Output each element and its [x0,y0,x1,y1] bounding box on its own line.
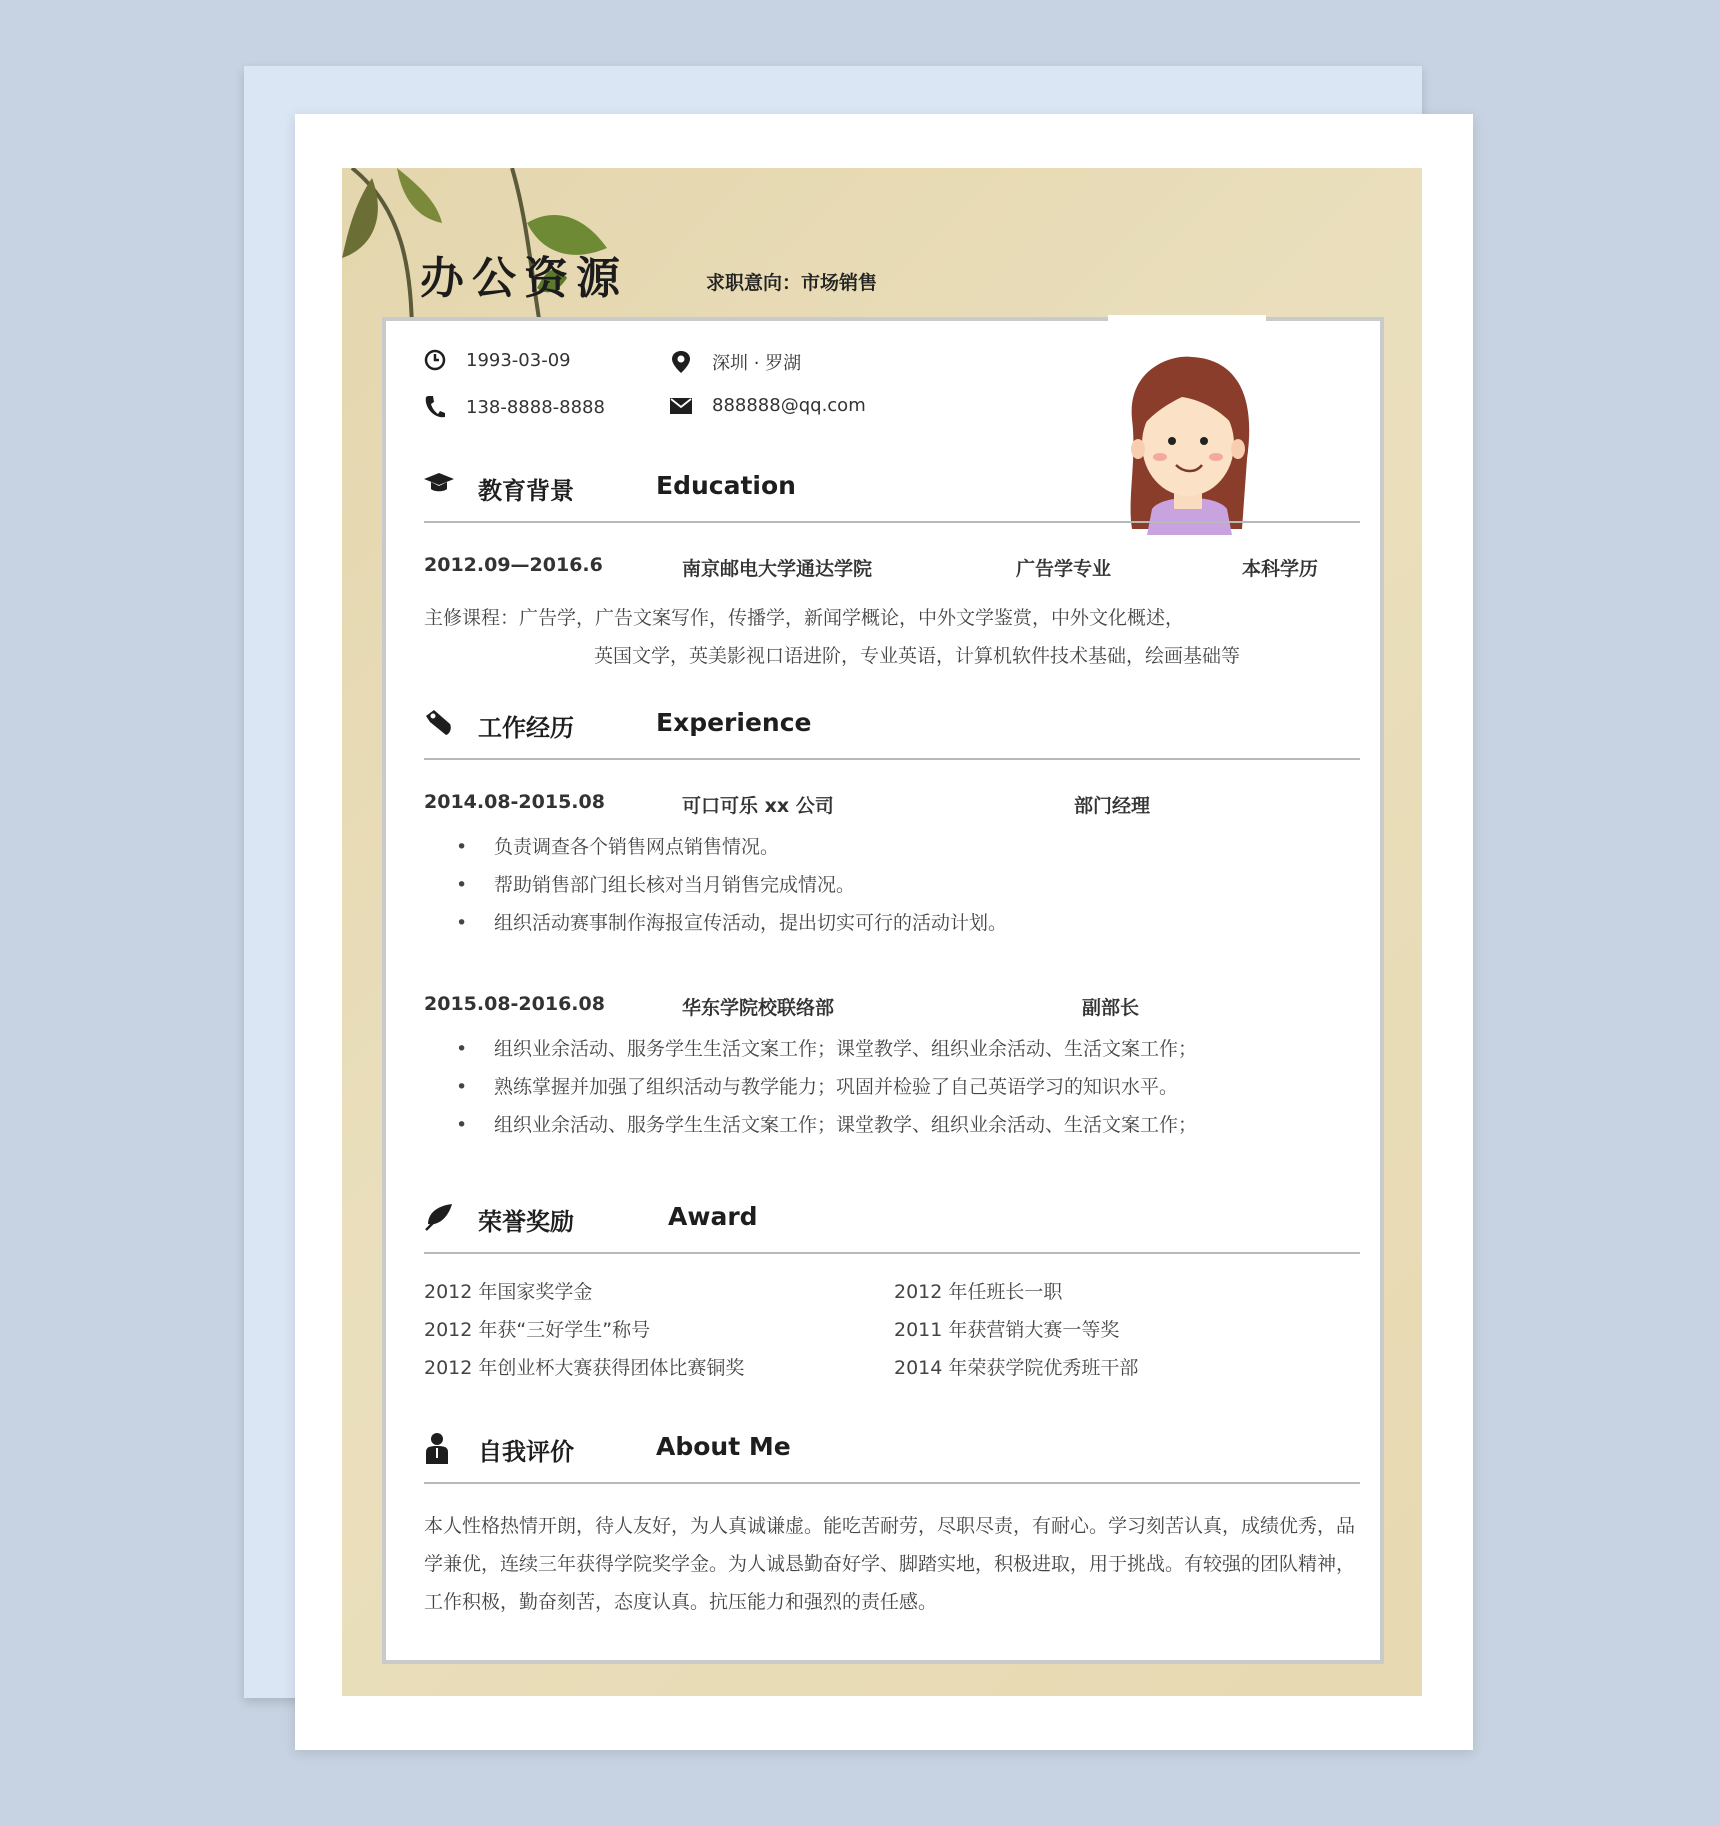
education-period: 2012.09—2016.6 [424,554,603,576]
awards-title: 荣誉奖励 [478,1208,574,1236]
education-major: 广告学专业 [1016,558,1112,580]
about-section-header [424,1422,1360,1484]
awards-left-column [424,1273,744,1387]
resume-paper [342,168,1422,1696]
phone-icon [424,395,446,419]
tag-icon [424,708,454,738]
about-text: 本人性格热情开朗，待人友好，为人真诚谦虚。能吃苦耐劳，尽职尽责，有耐心。学习刻苦认真，成绩优秀，品学兼优，连续三年获得学院奖学金。为人诚恳勤奋好学、脚踏实地，积极进取，用于挑战。有较强的团队精神，工作积极，勤奋刻苦，态度认真。抗压能力和强烈的责任感。 [424,1515,1356,1613]
birth-info [424,349,571,371]
education-section-header [424,461,1360,523]
courses-line-2: 英国文学，英美影视口语进阶，专业英语，计算机软件技术基础，绘画基础等 [594,645,1241,667]
resume-card [382,317,1384,1664]
leaf-icon [424,1202,454,1232]
location: 深圳 · 罗湖 [712,353,802,374]
job-1-role: 部门经理 [1074,795,1151,817]
award-item: 2012 年创业杯大赛获得团体比赛铜奖 [424,1357,745,1379]
envelope-icon [670,398,692,414]
award-item: 2014 年荣获学院优秀班干部 [894,1357,1139,1379]
experience-title-en: Experience [656,708,812,737]
awards-title-en: Award [668,1202,758,1231]
birth-date: 1993-03-09 [466,349,571,371]
job-1-company: 可口可乐 xx 公司 [682,795,834,817]
job-2-company: 华东学院校联络部 [682,997,835,1019]
email-info [670,395,866,416]
job-1-period: 2014.08-2015.08 [424,791,605,813]
award-item: 2011 年获营销大赛一等奖 [894,1319,1120,1341]
awards-right-column [894,1273,1138,1387]
education-degree: 本科学历 [1242,558,1319,580]
award-item: 2012 年获“三好学生”称号 [424,1319,651,1341]
person-icon [424,1432,450,1464]
about-title: 自我评价 [478,1438,574,1466]
list-item: • 组织业余活动、服务学生生活文案工作；课堂教学、组织业余活动、生活文案工作； [456,1106,1197,1144]
phone-number: 138-8888-8888 [466,396,605,418]
awards-section-header [424,1192,1360,1254]
experience-section-header [424,698,1360,760]
award-item: 2012 年任班长一职 [894,1281,1063,1303]
graduation-cap-icon [424,471,454,497]
courses-line-1: 主修课程：广告学，广告文案写作，传播学，新闻学概论，中外文学鉴赏，中外文化概述， [424,607,1185,629]
job-intent: 求职意向：市场销售 [706,272,878,294]
list-item: • 组织业余活动、服务学生生活文案工作；课堂教学、组织业余活动、生活文案工作； [456,1030,1197,1068]
list-item: • 组织活动赛事制作海报宣传活动，提出切实可行的活动计划。 [456,904,1007,942]
education-school: 南京邮电大学通达学院 [682,558,873,580]
map-pin-icon [670,350,692,374]
job-2-role: 副部长 [1082,997,1140,1019]
list-item: • 熟练掌握并加强了组织活动与教学能力；巩固并检验了自己英语学习的知识水平。 [456,1068,1197,1106]
phone-info [424,395,605,419]
experience-title: 工作经历 [478,714,574,742]
job-1-duties [456,828,1007,942]
location-info [670,349,801,375]
education-title: 教育背景 [478,477,574,505]
list-item: • 帮助销售部门组长核对当月销售完成情况。 [456,866,1007,904]
job-2-period: 2015.08-2016.08 [424,993,605,1015]
email: 888888@qq.com [712,395,866,416]
photo-frame-gap [1108,315,1266,323]
award-item: 2012 年国家奖学金 [424,1281,593,1303]
clock-icon [424,349,446,371]
list-item: • 负责调查各个销售网点销售情况。 [456,828,1007,866]
job-2-duties [456,1030,1197,1144]
about-title-en: About Me [656,1432,791,1461]
education-title-en: Education [656,471,796,500]
resume-name: 办公资源 [420,253,628,304]
